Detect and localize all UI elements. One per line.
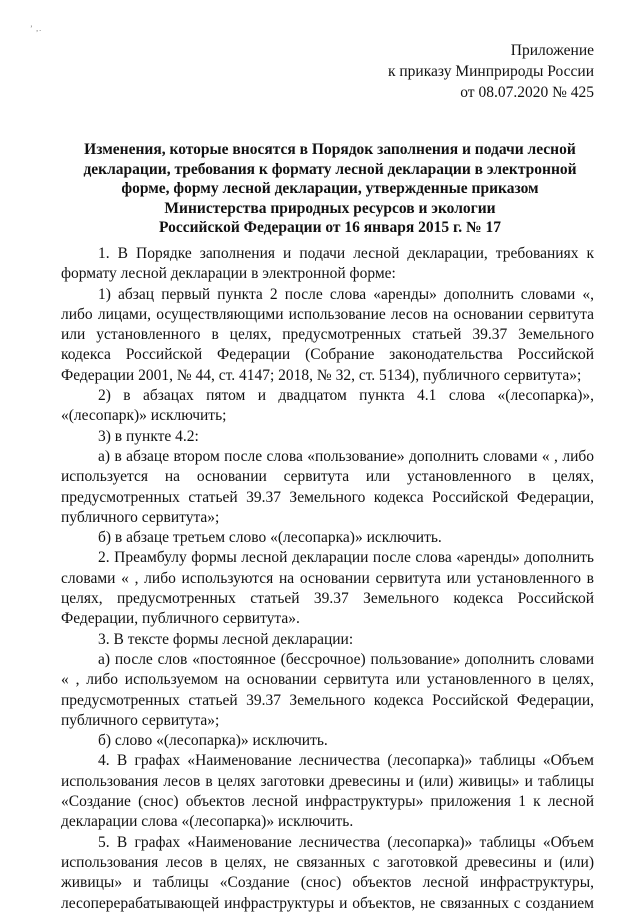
document-title: [70, 140, 590, 238]
document-body: [61, 244, 594, 914]
paragraph-1-item-3b: б) в абзаце третьем слово «(лесопарка)» исключить.: [98, 529, 442, 547]
title-line: Изменения, которые вносятся в Порядок заполнения и подачи лесной: [84, 141, 576, 158]
paragraph-1-item-3: 3) в пункте 4.2:: [98, 427, 199, 445]
title-line: форме, форму лесной декларации, утвержденные приказом: [121, 180, 539, 197]
appendix-label: Приложение: [510, 42, 594, 59]
paragraph-3a: а) после слов «постоянное (бессрочное) пользование» дополнить словами « , либо используемом на основании сервитута или установленного в целях, предусмотренных статьей 39.37 Земельного кодекса Российской Федерации, публичного сервитута»;: [61, 650, 594, 729]
appendix-order-ref: к приказу Минприроды России: [387, 63, 594, 80]
appendix-order-date: от 08.07.2020 № 425: [460, 84, 594, 101]
paragraph-3: 3. В тексте формы лесной декларации:: [98, 630, 354, 648]
paragraph-5: 5. В графах «Наименование лесничества (лесопарка)» таблицы «Объем использования лесов в целях, не связанных с заготовкой древесины и (или) живицы» и таблицы «Создание (снос) объектов лесной инфраструктуры, лесоперерабатывающей инфраструктуры и объектов, не связанных с созданием: [61, 833, 594, 912]
paragraph-4: 4. В графах «Наименование лесничества (лесопарка)» таблицы «Объем использования лесов в целях заготовки древесины и (или) живицы» и таблицы «Создание (снос) объектов лесной инфраструктуры» приложения 1 к лесной декларации слова «(лесопарка)» исключить.: [61, 752, 594, 831]
paragraph-3b: б) слово «(лесопарка)» исключить.: [98, 732, 328, 750]
paragraph-1-item-2: 2) в абзацах пятом и двадцатом пункта 4.1 слова «(лесопарка)», «(лесопарк)» исключить;: [61, 387, 594, 425]
paragraph-1-item-1: 1) абзац первый пункта 2 после слова «аренды» дополнить словами «, либо лицами, осуществляющими использование лесов на основании сервитута или установленного в целях, предусмотренных статьей 39.37 Земельного кодекса Российской Федерации (Собрание законодательства Российской Федерации 2001, № 44, ст. 4147; 2018, № 32, ст. 5134), публичного сервитута»;: [61, 285, 594, 384]
title-line: Министерства природных ресурсов и экологии: [164, 199, 496, 217]
corner-mark: ’ ,.: [30, 24, 43, 33]
paragraph-2: 2. Преамбулу формы лесной декларации после слова «аренды» дополнить словами « , либо используются на основании сервитута или установленного в целях, предусмотренных статьей 39.37 Земельного кодекса Российской Федерации, публичного сервитута».: [61, 549, 594, 628]
title-line: Российской Федерации от 16 января 2015 г. № 17: [159, 219, 501, 236]
appendix-header: [388, 40, 594, 103]
title-line: декларации, требования к формату лесной декларации в электронной: [83, 160, 577, 178]
paragraph-1-item-3a: а) в абзаце втором после слова «пользование» дополнить словами « , либо используется на основании сервитута или установленного в целях, предусмотренных статьей 39.37 Земельного кодекса Российской Федерации, публичного сервитута»;: [61, 447, 594, 526]
paragraph-1: 1. В Порядке заполнения и подачи лесной декларации, требованиях к формату лесной декларации в электронной форме:: [61, 245, 594, 283]
